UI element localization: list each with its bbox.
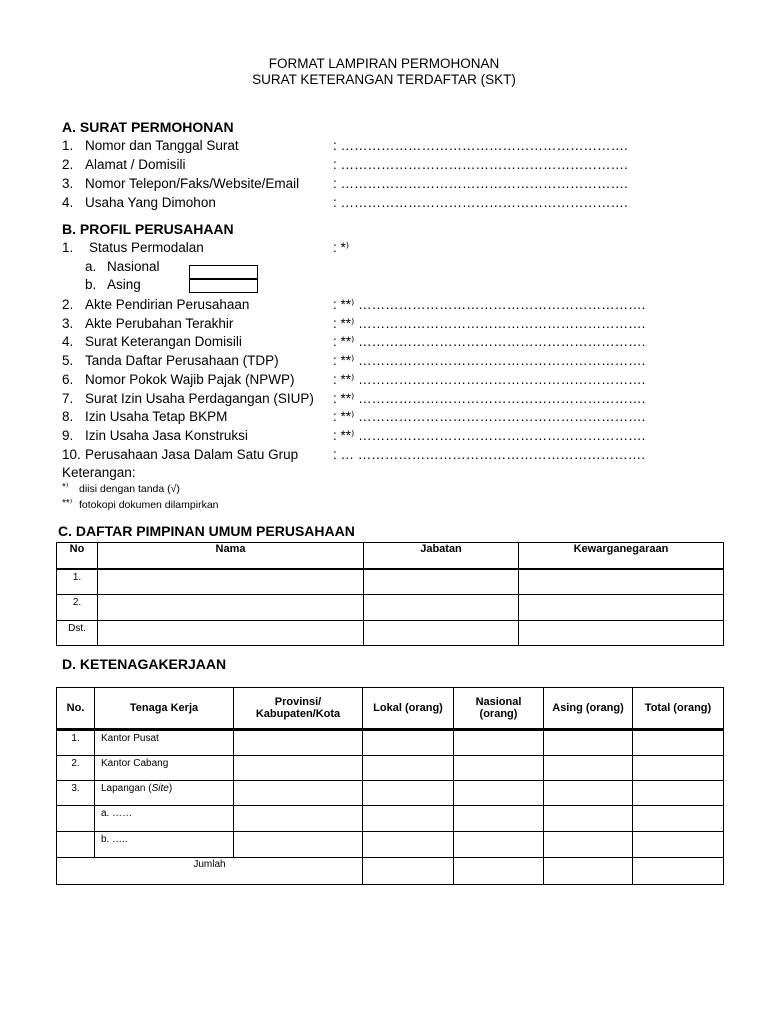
provinsi-cell[interactable]: [234, 756, 363, 781]
section-b-item-fill: : **⁾ ……………………………………………………….: [333, 409, 646, 425]
row-no: 3.: [57, 781, 95, 806]
col-nama: Nama: [98, 543, 364, 569]
row-label-post: ): [168, 783, 173, 794]
section-b-item-label: Perusahaan Jasa Dalam Satu Grup: [85, 446, 299, 462]
asing-cell[interactable]: [544, 832, 633, 858]
section-b-item-label: Tanda Daftar Perusahaan (TDP): [85, 353, 279, 369]
col-jabatan: Jabatan: [364, 543, 519, 569]
section-b-item-num: 10.: [62, 446, 81, 462]
section-b-item-num: 7.: [62, 390, 74, 406]
asing-cell[interactable]: [544, 730, 633, 756]
section-b-item-num: 9.: [62, 427, 74, 443]
section-b-item-label: Surat Keterangan Domisili: [85, 334, 242, 350]
jabatan-cell[interactable]: [364, 621, 519, 646]
jabatan-cell[interactable]: [364, 569, 519, 595]
row-label-pre: Lapangan (: [101, 783, 152, 794]
nama-cell[interactable]: [98, 595, 364, 621]
section-b-heading: B. PROFIL PERUSAHAAN: [62, 221, 234, 237]
section-b-item-fill: : … ……………………………………………………….: [333, 446, 646, 462]
lokal-cell[interactable]: [363, 781, 454, 806]
table-row: [57, 756, 724, 781]
col-asing: Asing (orang): [544, 688, 633, 730]
section-b-item-num: 3.: [62, 315, 74, 331]
pimpinan-header-row: [57, 543, 724, 569]
status-permodalan-num: 1.: [62, 240, 74, 255]
table-row: [57, 806, 724, 832]
nama-cell[interactable]: [98, 569, 364, 595]
lokal-total-cell[interactable]: [363, 858, 454, 885]
ketenagakerjaan-table: [56, 687, 724, 885]
col-nasional: Nasional (orang): [454, 688, 544, 730]
note-2-mark: **⁾: [62, 498, 73, 509]
total-cell[interactable]: [633, 806, 724, 832]
row-label: a. ……: [95, 806, 234, 832]
status-permodalan-label: Status Permodalan: [89, 240, 204, 255]
row-no: 2.: [57, 756, 95, 781]
section-a-heading: A. SURAT PERMOHONAN: [62, 119, 234, 135]
option-nasional-letter: a.: [85, 259, 97, 274]
section-a-item-fill: : ……………………………………………………….: [333, 195, 628, 210]
section-b-item-label: Izin Usaha Tetap BKPM: [85, 409, 228, 425]
col-kewarganegaraan: Kewarganegaraan: [519, 543, 724, 569]
section-a-item-label: Nomor Telepon/Faks/Website/Email: [85, 176, 300, 191]
note-1-mark: *⁾: [62, 482, 69, 493]
col-no: No.: [57, 688, 95, 730]
provinsi-cell[interactable]: [234, 832, 363, 858]
table-row: [57, 595, 724, 621]
total-cell[interactable]: [633, 781, 724, 806]
nasional-cell[interactable]: [454, 756, 544, 781]
total-cell[interactable]: [633, 730, 724, 756]
jabatan-cell[interactable]: [364, 595, 519, 621]
note-2-text: fotokopi dokumen dilampirkan: [79, 499, 219, 511]
section-a-item-label: Alamat / Domisili: [85, 157, 186, 172]
section-b-item-fill: : **⁾ ……………………………………………………….: [333, 427, 646, 443]
row-label: Kantor Cabang: [95, 756, 234, 781]
section-b-item-fill: : **⁾ ……………………………………………………….: [333, 353, 646, 369]
row-no: [57, 806, 95, 832]
col-no: No: [57, 543, 98, 569]
lokal-cell[interactable]: [363, 756, 454, 781]
section-b-item-num: 8.: [62, 409, 74, 425]
total-cell[interactable]: [633, 832, 724, 858]
section-a-item-num: 4.: [62, 195, 74, 210]
lokal-cell[interactable]: [363, 730, 454, 756]
section-b-item-label: Akte Pendirian Perusahaan: [85, 297, 250, 312]
nasional-total-cell[interactable]: [454, 858, 544, 885]
row-no: [57, 832, 95, 858]
section-b-item-label: Akte Perubahan Terakhir: [85, 315, 234, 331]
option-asing-letter: b.: [85, 277, 97, 292]
option-nasional-label: Nasional: [107, 259, 160, 274]
row-no: 1.: [57, 730, 95, 756]
section-a-item-num: 2.: [62, 157, 74, 172]
asing-total-cell[interactable]: [544, 858, 633, 885]
kewarganegaraan-cell[interactable]: [519, 621, 724, 646]
section-b-item-label: Izin Usaha Jasa Konstruksi: [85, 427, 248, 443]
kewarganegaraan-cell[interactable]: [519, 569, 724, 595]
section-b-item-fill: : **⁾ ……………………………………………………….: [333, 315, 646, 331]
row-no: 2.: [57, 595, 98, 621]
section-a-item-label: Nomor dan Tanggal Surat: [85, 138, 239, 153]
section-b-item-num: 6.: [62, 371, 74, 387]
option-asing-label: Asing: [107, 277, 141, 292]
col-tenaga-kerja: Tenaga Kerja: [95, 688, 234, 730]
table-row: [57, 621, 724, 646]
provinsi-cell[interactable]: [234, 730, 363, 756]
row-label: Kantor Pusat: [95, 730, 234, 756]
section-b-item-fill: : **⁾ ……………………………………………………….: [333, 390, 646, 406]
section-a-item-num: 1.: [62, 138, 74, 153]
total-cell[interactable]: [633, 756, 724, 781]
section-a-item-fill: : ……………………………………………………….: [333, 157, 628, 172]
table-row: [57, 832, 724, 858]
section-b-item-fill: : **⁾ ……………………………………………………….: [333, 297, 646, 312]
ketenagakerjaan-header-row: [57, 688, 724, 730]
section-c-heading: C. DAFTAR PIMPINAN UMUM PERUSAHAAN: [58, 523, 355, 539]
col-provinsi: Provinsi/ Kabupaten/Kota: [234, 688, 363, 730]
section-b-item-num: 4.: [62, 334, 74, 350]
section-b-item-num: 2.: [62, 297, 74, 312]
provinsi-cell[interactable]: [234, 806, 363, 832]
nama-cell[interactable]: [98, 621, 364, 646]
section-a-item-fill: : ……………………………………………………….: [333, 176, 628, 191]
note-1-text: diisi dengan tanda (√): [79, 483, 180, 495]
pimpinan-table: [56, 542, 724, 646]
section-b-item-label: Surat Izin Usaha Perdagangan (SIUP): [85, 390, 314, 406]
form-title-line1: FORMAT LAMPIRAN PERMOHONAN: [268, 56, 500, 71]
section-a-item-fill: : ……………………………………………………….: [333, 138, 628, 153]
row-no: Dst.: [57, 621, 98, 646]
nasional-cell[interactable]: [454, 806, 544, 832]
nasional-cell[interactable]: [454, 730, 544, 756]
row-no: 1.: [57, 569, 98, 595]
provinsi-cell[interactable]: [234, 781, 363, 806]
nasional-cell[interactable]: [454, 781, 544, 806]
nasional-cell[interactable]: [454, 832, 544, 858]
row-label: b. …..: [95, 832, 234, 858]
keterangan-label: Keterangan:: [62, 465, 136, 480]
section-a-item-label: Usaha Yang Dimohon: [85, 195, 216, 210]
col-lokal: Lokal (orang): [363, 688, 454, 730]
asing-cell[interactable]: [544, 756, 633, 781]
nasional-checkbox[interactable]: [189, 265, 258, 279]
section-b-item-fill: : **⁾ ……………………………………………………….: [333, 371, 646, 387]
jumlah-label: Jumlah: [57, 858, 363, 885]
lokal-cell[interactable]: [363, 806, 454, 832]
col-total: Total (orang): [633, 688, 724, 730]
section-b-item-label: Nomor Pokok Wajib Pajak (NPWP): [85, 371, 295, 387]
row-label-italic: Site: [151, 783, 169, 794]
status-permodalan-fill: : *⁾: [333, 240, 350, 255]
table-row: [57, 569, 724, 595]
form-title-line2: SURAT KETERANGAN TERDAFTAR (SKT): [252, 72, 516, 87]
kewarganegaraan-cell[interactable]: [519, 595, 724, 621]
lokal-cell[interactable]: [363, 832, 454, 858]
total-row: [57, 858, 724, 885]
section-d-heading: D. KETENAGAKERJAAN: [62, 656, 227, 672]
asing-cell[interactable]: [544, 806, 633, 832]
asing-cell[interactable]: [544, 781, 633, 806]
section-b-item-fill: : **⁾ ……………………………………………………….: [333, 334, 646, 350]
section-b-item-num: 5.: [62, 353, 74, 369]
total-total-cell[interactable]: [633, 858, 724, 885]
table-row: [57, 781, 724, 806]
row-label: [95, 781, 234, 806]
section-a-item-num: 3.: [62, 176, 74, 191]
asing-checkbox[interactable]: [189, 279, 258, 293]
table-row: [57, 730, 724, 756]
